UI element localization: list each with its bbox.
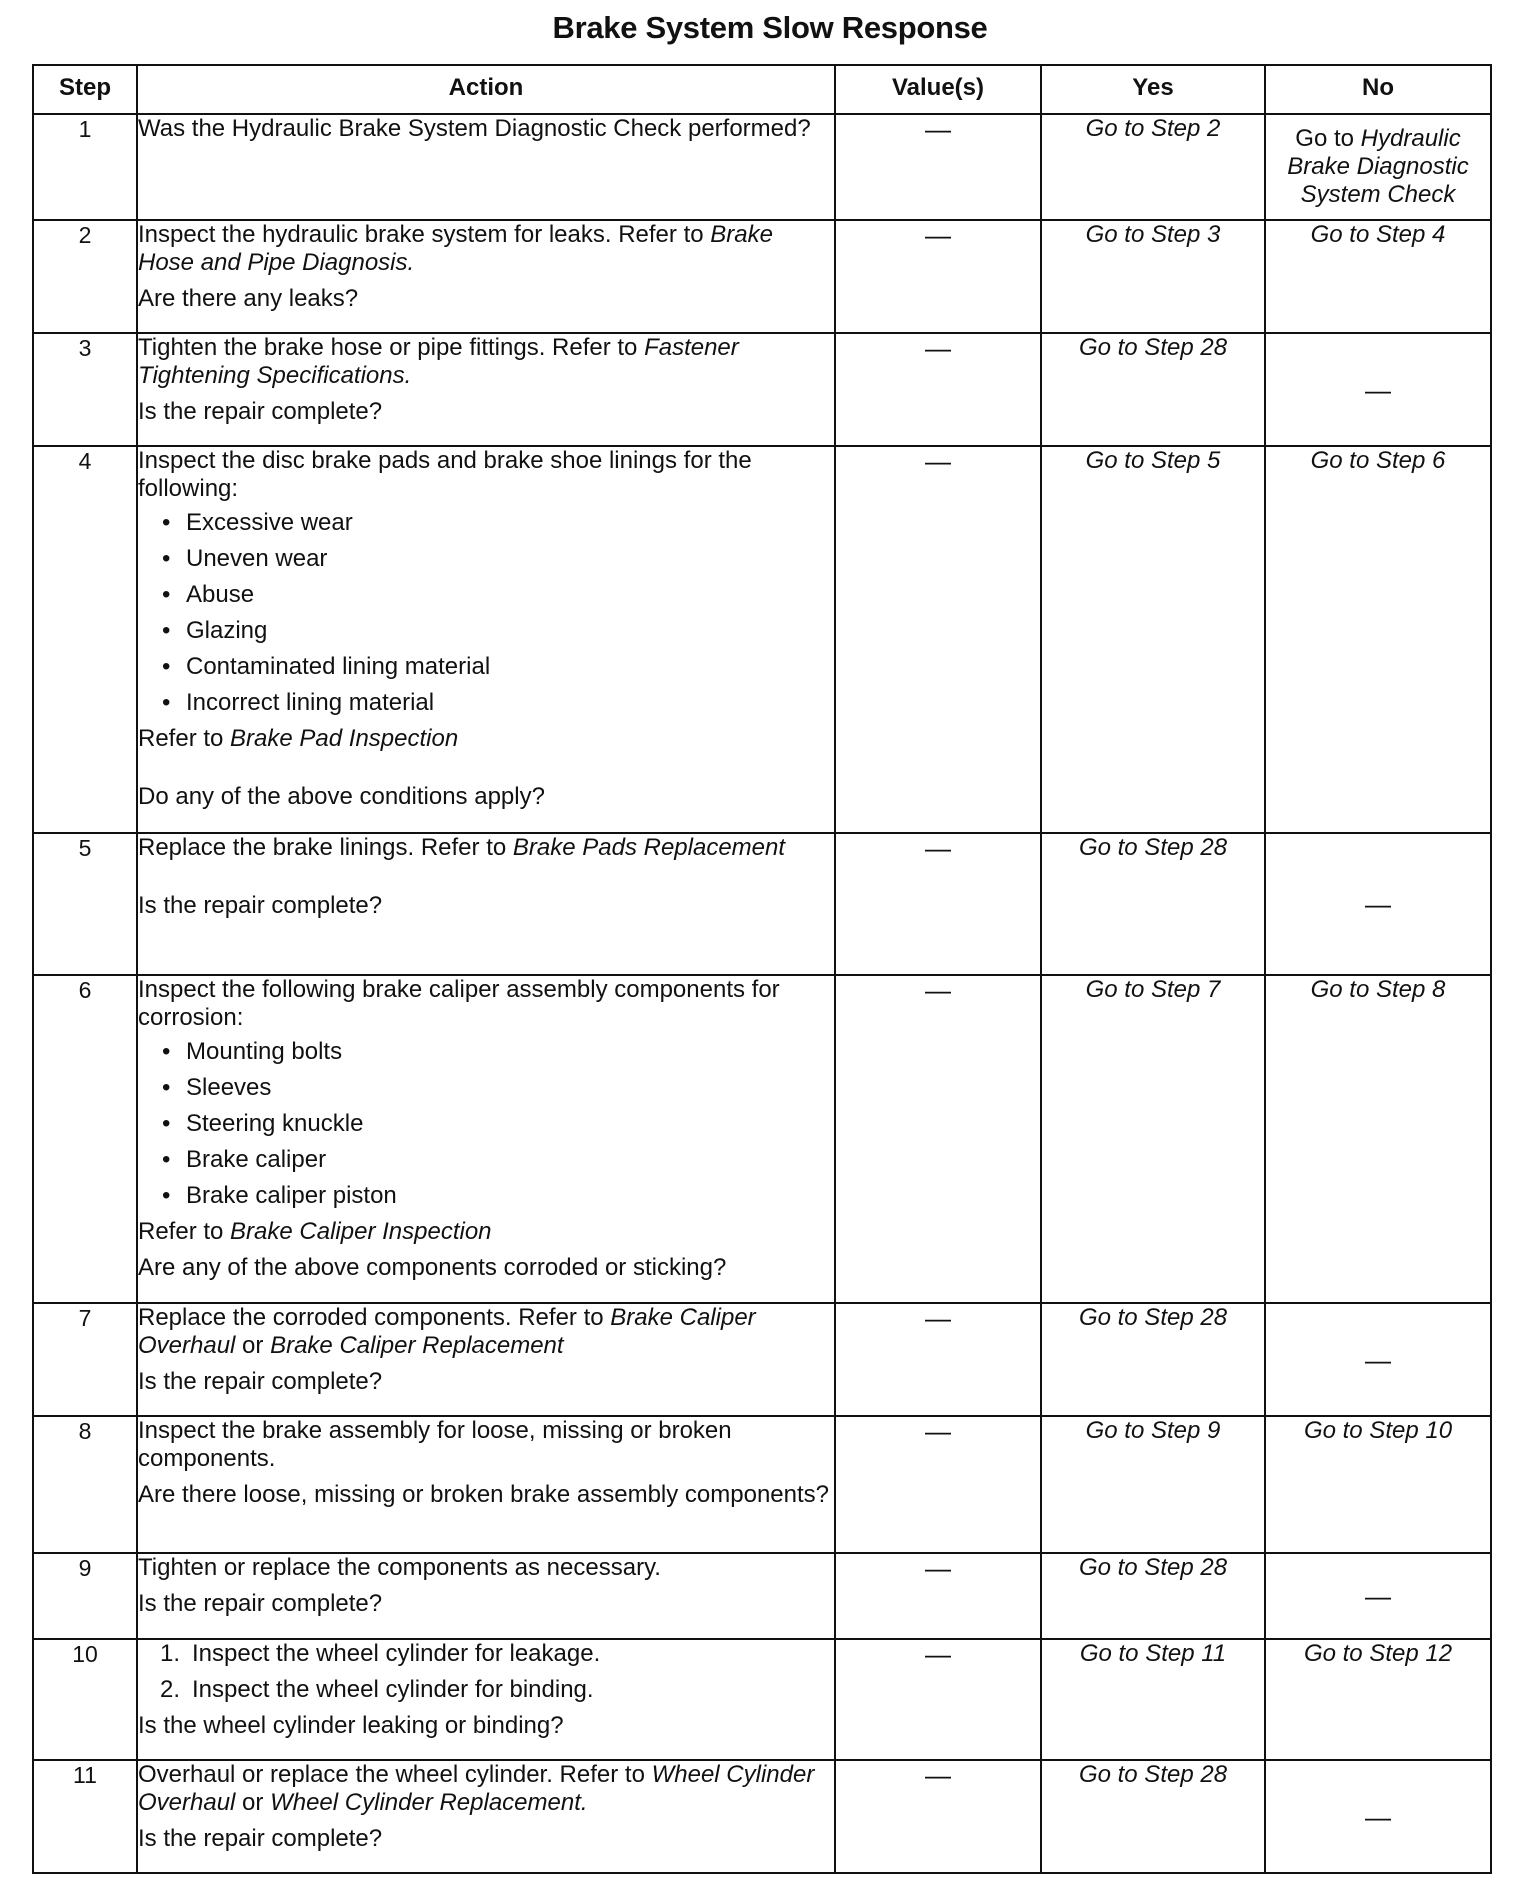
- no-cell[interactable]: Go to Step 10: [1265, 1416, 1491, 1553]
- yes-cell[interactable]: Go to Step 28: [1041, 333, 1265, 446]
- action-question: Is the repair complete?: [138, 1590, 383, 1617]
- yes-cell[interactable]: Go to Step 28: [1041, 1760, 1265, 1873]
- action-text-or: or: [235, 1332, 271, 1359]
- table-row: [33, 833, 1491, 975]
- step-number: 6: [33, 975, 137, 1303]
- diagnostic-table: [32, 64, 1492, 1874]
- list-item: • Brake caliper piston: [162, 1182, 834, 1210]
- no-cell: —: [1265, 1760, 1491, 1873]
- no-cell[interactable]: Go to Step 6: [1265, 446, 1491, 833]
- table-row: [33, 114, 1491, 220]
- step-number: 4: [33, 446, 137, 833]
- action-text: Tighten or replace the components as necessary.: [138, 1554, 661, 1581]
- no-cell: —: [1265, 333, 1491, 446]
- no-cell[interactable]: Go to Step 4: [1265, 220, 1491, 333]
- value-cell: —: [835, 446, 1041, 833]
- list-text: Inspect the wheel cylinder for leakage.: [192, 1640, 601, 1667]
- list-item: • Sleeves: [162, 1074, 834, 1102]
- action-question: Is the repair complete?: [138, 1368, 383, 1395]
- list-item: [160, 1640, 834, 1668]
- numbered-list: [138, 1640, 834, 1704]
- list-item: • Abuse: [162, 581, 834, 609]
- action-ref-link[interactable]: Wheel Cylinder Overhaul: [138, 1761, 815, 1816]
- action-ref-link[interactable]: Fastener Tightening Specifications.: [138, 334, 739, 389]
- step-number: 8: [33, 1416, 137, 1553]
- table-row: [33, 333, 1491, 446]
- action-cell: [137, 1416, 835, 1553]
- table-row: [33, 1553, 1491, 1639]
- action-cell: [137, 220, 835, 333]
- action-ref-link-2[interactable]: Wheel Cylinder Replacement.: [270, 1789, 588, 1816]
- step-number: 10: [33, 1639, 137, 1760]
- action-cell: [137, 1553, 835, 1639]
- action-ref-link-2[interactable]: Brake Caliper Replacement: [270, 1332, 564, 1359]
- action-ref-link[interactable]: Brake Caliper Inspection: [230, 1218, 492, 1245]
- no-prefix: Go to: [1295, 125, 1361, 152]
- value-cell: —: [835, 220, 1041, 333]
- table-row: [33, 1303, 1491, 1416]
- action-text: Replace the corroded components. Refer to: [138, 1304, 611, 1331]
- action-text: Inspect the disc brake pads and brake shoe linings for the following:: [138, 447, 752, 502]
- header-row: [33, 65, 1491, 114]
- no-cell: —: [1265, 1303, 1491, 1416]
- yes-cell[interactable]: Go to Step 5: [1041, 446, 1265, 833]
- list-item: [160, 1676, 834, 1704]
- action-cell: [137, 1639, 835, 1760]
- action-text: Inspect the hydraulic brake system for leaks. Refer to: [138, 221, 711, 248]
- yes-cell[interactable]: Go to Step 3: [1041, 220, 1265, 333]
- action-text: Inspect the brake assembly for loose, missing or broken components.: [138, 1417, 732, 1472]
- action-text: Tighten the brake hose or pipe fittings. Refer to: [138, 334, 645, 361]
- action-question: Are there loose, missing or broken brake assembly components?: [138, 1481, 830, 1508]
- yes-cell[interactable]: Go to Step 9: [1041, 1416, 1265, 1553]
- value-cell: —: [835, 1303, 1041, 1416]
- value-cell: —: [835, 1760, 1041, 1873]
- table-row: [33, 1639, 1491, 1760]
- page-title: Brake System Slow Response: [552, 10, 988, 45]
- value-cell: —: [835, 1553, 1041, 1639]
- action-ref-link[interactable]: Brake Hose and Pipe Diagnosis.: [138, 221, 773, 276]
- table-row: [33, 220, 1491, 333]
- action-question: Is the repair complete?: [138, 398, 383, 425]
- step-number: 5: [33, 833, 137, 975]
- action-ref-link[interactable]: Brake Caliper Overhaul: [138, 1304, 756, 1359]
- list-number: 2.: [160, 1676, 181, 1703]
- yes-cell[interactable]: Go to Step 2: [1041, 114, 1265, 220]
- step-number: 1: [33, 114, 137, 220]
- action-cell: [137, 975, 835, 1303]
- header-no: No: [1265, 65, 1491, 114]
- action-cell: [137, 333, 835, 446]
- no-cell: —: [1265, 1553, 1491, 1639]
- value-cell: —: [835, 975, 1041, 1303]
- yes-cell[interactable]: Go to Step 28: [1041, 833, 1265, 975]
- yes-cell[interactable]: Go to Step 7: [1041, 975, 1265, 1303]
- step-number: 9: [33, 1553, 137, 1639]
- yes-cell[interactable]: Go to Step 28: [1041, 1303, 1265, 1416]
- action-cell: [137, 114, 835, 220]
- action-question: Do any of the above conditions apply?: [138, 783, 545, 810]
- yes-cell[interactable]: Go to Step 11: [1041, 1639, 1265, 1760]
- action-text: Replace the brake linings. Refer to: [138, 834, 513, 861]
- header-action: Action: [137, 65, 835, 114]
- yes-cell[interactable]: Go to Step 28: [1041, 1553, 1265, 1639]
- list-item: • Brake caliper: [162, 1146, 834, 1174]
- table-row: [33, 1760, 1491, 1873]
- action-ref-text: Refer to: [138, 1218, 231, 1245]
- no-cell[interactable]: [1265, 114, 1491, 220]
- step-number: 7: [33, 1303, 137, 1416]
- list-item: • Contaminated lining material: [162, 653, 834, 681]
- list-item: • Steering knuckle: [162, 1110, 834, 1138]
- action-cell: [137, 833, 835, 975]
- value-cell: —: [835, 1639, 1041, 1760]
- list-item: • Incorrect lining material: [162, 689, 834, 717]
- step-number: 11: [33, 1760, 137, 1873]
- value-cell: —: [835, 833, 1041, 975]
- action-question: Is the repair complete?: [138, 892, 383, 919]
- action-question: Is the repair complete?: [138, 1825, 383, 1852]
- no-link[interactable]: Hydraulic Brake Diagnostic System Check: [1287, 125, 1469, 208]
- action-text: Overhaul or replace the wheel cylinder. Refer to: [138, 1761, 652, 1788]
- header-values: Value(s): [835, 65, 1041, 114]
- action-ref-text: Refer to: [138, 725, 231, 752]
- header-yes: Yes: [1041, 65, 1265, 114]
- action-text-or: or: [235, 1789, 271, 1816]
- action-cell: [137, 1303, 835, 1416]
- no-cell[interactable]: Go to Step 8: [1265, 975, 1491, 1303]
- no-cell: —: [1265, 833, 1491, 975]
- action-question: Are there any leaks?: [138, 285, 359, 312]
- action-question: Are any of the above components corroded or sticking?: [138, 1254, 727, 1281]
- value-cell: —: [835, 333, 1041, 446]
- list-text: Inspect the wheel cylinder for binding.: [192, 1676, 594, 1703]
- list-item: • Mounting bolts: [162, 1038, 834, 1066]
- step-number: 2: [33, 220, 137, 333]
- value-cell: —: [835, 114, 1041, 220]
- header-step: Step: [33, 65, 137, 114]
- table-row: [33, 1416, 1491, 1553]
- list-item: • Uneven wear: [162, 545, 834, 573]
- list-number: 1.: [160, 1640, 181, 1667]
- list-item: • Excessive wear: [162, 509, 834, 537]
- action-cell: [137, 446, 835, 833]
- action-question: Is the wheel cylinder leaking or binding?: [138, 1712, 564, 1739]
- list-item: • Glazing: [162, 617, 834, 645]
- action-ref-link[interactable]: Brake Pads Replacement: [512, 834, 786, 861]
- table-row: [33, 975, 1491, 1303]
- value-cell: —: [835, 1416, 1041, 1553]
- action-text: Inspect the following brake caliper assembly components for corrosion:: [138, 976, 780, 1031]
- component-list: [138, 1038, 834, 1210]
- condition-list: [138, 509, 834, 717]
- action-ref-link[interactable]: Brake Pad Inspection: [230, 725, 459, 752]
- action-text: Was the Hydraulic Brake System Diagnostic Check performed?: [138, 115, 811, 142]
- step-number: 3: [33, 333, 137, 446]
- action-cell: [137, 1760, 835, 1873]
- no-cell[interactable]: Go to Step 12: [1265, 1639, 1491, 1760]
- table-row: [33, 446, 1491, 833]
